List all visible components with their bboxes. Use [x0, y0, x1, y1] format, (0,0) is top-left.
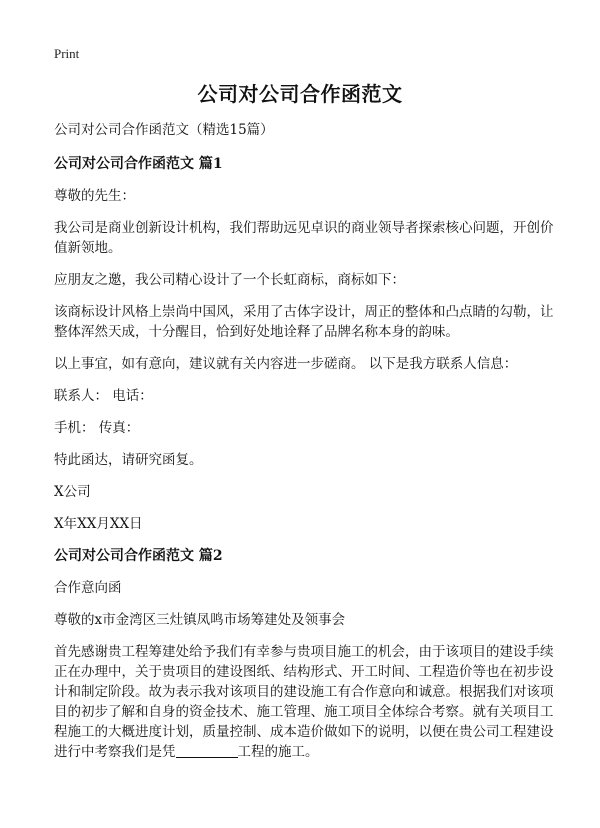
section-heading-2: 公司对公司合作函范文 篇2	[54, 548, 223, 564]
contact-line: 联系人： 电话：	[54, 388, 153, 404]
print-label: Print	[54, 46, 80, 61]
section-heading-1: 公司对公司合作函范文 篇1	[54, 156, 223, 172]
salutation-2: 尊敬的x市金湾区三灶镇凤鸣市场筹建处及领事会	[54, 612, 346, 628]
signature-company: X公司	[54, 484, 91, 500]
document-body	[54, 120, 554, 774]
paragraph-cooperation	[54, 642, 554, 762]
closing-line: 特此函达，请研究函复。	[54, 452, 203, 468]
document-subtitle: 公司对公司合作函范文（精选15篇）	[54, 122, 274, 138]
paragraph-design: 该商标设计风格上崇尚中国风，采用了古体字设计，周正的整体和凸点睛的勾勒，让整体浑然天成，十分醒目，恰到好处地诠释了品牌名称本身的韵味。	[54, 304, 554, 340]
paragraph-intro: 我公司是商业创新设计机构，我们帮助远见卓识的商业领导者探索核心问题，开创价值新领地。	[54, 220, 554, 256]
letter-title: 合作意向函	[54, 580, 122, 596]
salutation-1: 尊敬的先生：	[54, 188, 135, 204]
page-title: 公司对公司合作函范文	[197, 82, 403, 106]
mobile-line: 手机： 传真：	[54, 420, 140, 436]
paragraph-invitation: 应朋友之邀，我公司精心设计了一个长虹商标，商标如下：	[54, 272, 405, 288]
paragraph-cooperation-text: 首先感谢贵工程筹建处给予我们有幸参与贵项目施工的机会，由于该项目的建设手续正在办理中，关于贵项目的建设图纸、结构形式、开工时间、工程造价等也在初步设计和制定阶段。故为表示我对该项目的建设施工有合作意向和诚意。根据我们对该项目的初步了解和自身的资金技术、施工管理、施工项目全体综合考察。就有关项目工程施工的大概进度计划，质量控制、成本造价做如下的说明，以便在贵公司工程建设进行中考察我们是凭	[54, 644, 554, 760]
paragraph-cooperation-end: 工程的施工。	[237, 744, 319, 760]
signature-date: X年XX月XX日	[54, 516, 143, 532]
paragraph-contact-intro: 以上事宜，如有意向，建议就有关内容进一步磋商。 以下是我方联系人信息：	[54, 356, 518, 372]
fill-in-blank	[176, 743, 238, 758]
